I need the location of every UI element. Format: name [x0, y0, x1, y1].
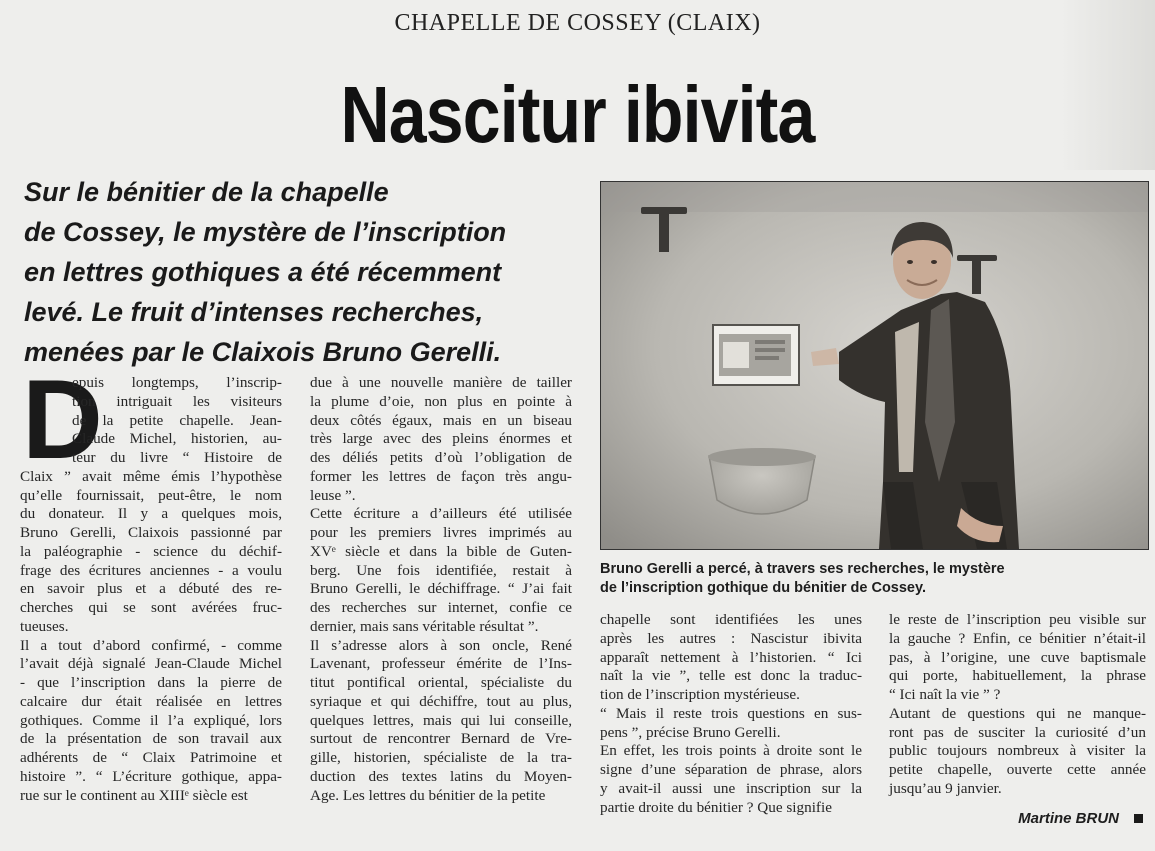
text-line: gille, historien, spécialiste de la tra- [310, 749, 572, 766]
text-line: former les lettres de façon très angu- [310, 467, 572, 485]
body-column-4 [889, 611, 1146, 799]
text-line: adhérents de “ Claix Patrimoine et [20, 749, 282, 766]
photo-illustration [601, 182, 1148, 549]
text-line: Lavenant, professeur émérite de l’Ins- [310, 655, 572, 673]
text-line: apparaît nettement à l’historien. “ Ici [600, 648, 862, 666]
text-line: dernier, mais sans véritable résultat ”. [310, 617, 539, 635]
text-line: epuis longtemps, l’inscrip- [72, 374, 282, 391]
text-line: petite chapelle, ouverte cette année [889, 761, 1146, 778]
text-line: en savoir plus et a débuté des re- [20, 580, 282, 598]
text-line: Claix ” avait même émis l’hypothèse [20, 467, 282, 485]
text-line: l’avait déjà signalé Jean-Claude Michel [20, 655, 282, 673]
text-line: histoire ”. “ L’écriture gothique, appa- [20, 767, 282, 785]
kicker: CHAPELLE DE COSSEY (CLAIX) [394, 10, 761, 36]
text-line: gothiques. Comme il l’a expliqué, lors [20, 711, 282, 729]
text-line: Cette écriture a d’ailleurs été utilisée [310, 505, 572, 523]
photo [600, 181, 1149, 550]
text-line: titut pontifical oriental, spécialiste du [310, 674, 572, 691]
text-line: ront pas de susciter la curiosité d’un [889, 723, 1146, 741]
text-line: rue sur le continent au XIIIᵉ siècle est [20, 786, 248, 804]
text-line: la gauche ? Enfin, ce bénitier n’était-il [889, 629, 1146, 647]
text-line: y avait-il aussi une inscription sur la [600, 779, 862, 797]
text-line: - que l’inscription dans la pierre de [20, 674, 282, 691]
drop-cap: D [22, 357, 103, 482]
text-line: Bruno Gerelli, Claixois passionné par [20, 524, 282, 541]
text-line: Age. Les lettres du bénitier de la petite [310, 786, 546, 804]
text-line: berg. Une fois identifiée, restait à [310, 561, 572, 579]
text-line: “ Mais il reste trois questions en sus- [600, 704, 862, 722]
text-line: pour les premiers livres imprimés au [310, 524, 572, 541]
text-line: de la petite chapelle. Jean- [72, 411, 282, 429]
text-line: tion de l’inscription mystérieuse. [600, 686, 800, 703]
text-line: frage des écritures anciennes - a voulu [20, 561, 282, 579]
text-line: pas, à l’origine, une cuve baptismale [889, 648, 1146, 666]
text-line: chapelle sont identifiées les unes [600, 611, 862, 628]
caption-line: Bruno Gerelli a percé, à travers ses recherches, le mystère [600, 561, 1005, 577]
text-line: très large avec des pleins énormes et [310, 430, 572, 448]
end-mark [1134, 814, 1143, 823]
caption-line: de l’inscription gothique du bénitier de Cossey. [600, 579, 927, 596]
standfirst-line: de Cossey, le mystère de l’inscription [24, 217, 507, 247]
byline: Martine BRUN [1018, 810, 1119, 827]
text-line: quelques lettres, mais qui lui conseille, [310, 711, 572, 729]
text-line: “ Ici naît la vie ” ? [889, 686, 1001, 703]
text-line: le reste de l’inscription peu visible sur [889, 611, 1146, 628]
text-line: calcaire dur était réalisée en lettres [20, 692, 282, 710]
text-line: due à une nouvelle manière de tailler [310, 374, 572, 391]
text-line: Il s’adresse alors à son oncle, René [310, 636, 572, 654]
text-line: Claude Michel, historien, au- [72, 430, 282, 448]
text-line: la paléographie - science du déchif- [20, 542, 282, 560]
text-line: qui porte, habituellement, la phrase [889, 667, 1146, 685]
text-line: naît la vie ”, telle est donc la traduc- [600, 667, 862, 685]
text-line: duction des textes latins du Moyen- [310, 767, 572, 785]
text-line: qu’elle fournissait, peut-être, le nom [20, 486, 282, 504]
text-line: leuse ”. [310, 486, 356, 504]
text-line: public toujours nombreux à visiter la [889, 742, 1146, 760]
text-line: jusqu’au 9 janvier. [889, 779, 1002, 797]
text-line: la plume d’oie, non plus en pointe à [310, 392, 572, 410]
standfirst-line: en lettres gothiques a été récemment [24, 257, 502, 287]
headline: Nascitur ibivita [340, 70, 815, 159]
framed-inscription [713, 325, 799, 385]
text-line: signe d’une séparation de phrase, alors [600, 761, 862, 778]
text-line: des déliés petits d’où l’obligation de [310, 449, 572, 466]
text-line: Bruno Gerelli, le déchiffrage. “ J’ai fait [310, 580, 572, 598]
text-line: des recherches sur internet, confie ce [310, 599, 572, 616]
text-line: après les autres : Nascistur ibivita [600, 629, 862, 647]
text-line: tueuses. [20, 617, 69, 635]
text-line: tion intriguait les visiteurs [72, 392, 282, 410]
text-line: pens ”, précise Bruno Gerelli. [600, 723, 781, 741]
text-line: du donateur. Il y a quelques mois, [20, 505, 282, 523]
body-column-2 [310, 374, 572, 805]
text-line: En effet, les trois points à droite sont le [600, 742, 862, 760]
standfirst-line: menées par le Claixois Bruno Gerelli. [24, 337, 502, 367]
text-line: deux côtés égaux, mais en un biseau [310, 411, 572, 429]
standfirst-line: Sur le bénitier de la chapelle [24, 177, 389, 207]
text-line: syriaque et qui déchiffre, tout au plus, [310, 692, 572, 710]
text-line: Il a tout d’abord confirmé, - comme [20, 636, 282, 654]
text-line: cherches qui se sont avérées fruc- [20, 599, 282, 616]
standfirst-line: levé. Le fruit d’intenses recherches, [24, 297, 484, 327]
standfirst [24, 172, 594, 372]
stone-basin [708, 448, 816, 514]
text-line: XVᵉ siècle et dans la bible de Guten- [310, 542, 572, 560]
text-line: teur du livre “ Histoire de [72, 449, 282, 466]
text-line: partie droite du bénitier ? Que signifie [600, 798, 832, 816]
photo-caption [600, 560, 1147, 597]
text-line: surtout de rencontrer Bernard de Vre- [310, 730, 572, 748]
body-column-3 [600, 611, 862, 817]
text-line: de la présentation de son travail aux [20, 730, 282, 748]
text-line: Autant de questions qui ne manque- [889, 704, 1146, 722]
body-column-1 [20, 357, 282, 805]
